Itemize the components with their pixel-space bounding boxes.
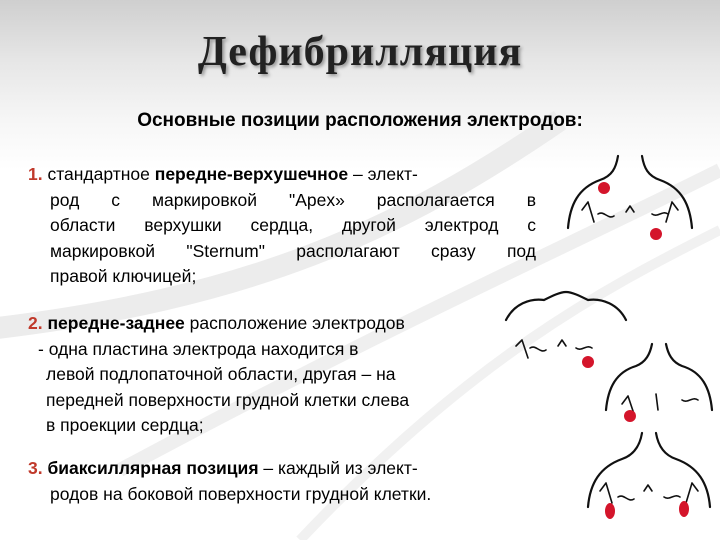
item-2-line-4: передней поверхности грудной клетки слева bbox=[46, 389, 410, 410]
item-2-line-1 bbox=[28, 311, 498, 337]
item-2-line-5: в проекции сердца; bbox=[46, 415, 204, 435]
electrode-right-axillary bbox=[605, 503, 615, 519]
item-1-bold-term: передне-верхушечное bbox=[154, 164, 349, 184]
item-3-bold-term: биаксиллярная позиция bbox=[47, 458, 259, 478]
torso-anterior-apical-illustration bbox=[560, 150, 700, 260]
item-1-post: – элект- bbox=[348, 164, 418, 184]
torso-biaxillary-illustration bbox=[580, 425, 718, 537]
electrode-posterior bbox=[582, 356, 594, 368]
item-2-line-2: - одна пластина электрода находится в bbox=[38, 338, 359, 359]
list-item-3 bbox=[28, 456, 548, 507]
item-2-number: 2. bbox=[28, 313, 43, 333]
electrode-apex bbox=[650, 228, 662, 240]
list-item-2 bbox=[28, 311, 498, 439]
item-1-line-4: маркировкой "Sternum" располагают сразу под bbox=[50, 240, 536, 261]
page-title: Дефибрилляция bbox=[197, 29, 523, 75]
item-3-line-2: родов на боковой поверхности грудной клетки. bbox=[50, 483, 432, 504]
page-subtitle: Основные позиции расположения электродов: bbox=[137, 110, 583, 131]
item-3-number: 3. bbox=[28, 458, 43, 478]
item-1-pre: стандартное bbox=[42, 164, 155, 184]
item-1-line-1 bbox=[28, 162, 536, 188]
electrode-left-axillary bbox=[679, 501, 689, 517]
item-3-line-1 bbox=[28, 456, 548, 482]
item-2-bold-term: передне-заднее bbox=[47, 313, 185, 333]
list-item-1 bbox=[28, 162, 536, 290]
item-2-line-3: левой подлопаточной области, другая – на bbox=[46, 364, 396, 384]
electrode-sternum bbox=[598, 182, 610, 194]
item-1-line-5: правой ключицей; bbox=[50, 266, 197, 286]
electrode-anterior bbox=[624, 410, 636, 422]
item-2-post: расположение электродов bbox=[184, 313, 405, 333]
item-1-line-2: род с маркировкой "Apex» располагается в bbox=[50, 189, 536, 210]
item-3-post: – каждый из элект- bbox=[258, 458, 418, 478]
item-1-number: 1. bbox=[28, 164, 43, 184]
item-1-line-3: области верхушки сердца, другой электрод с bbox=[50, 215, 536, 235]
